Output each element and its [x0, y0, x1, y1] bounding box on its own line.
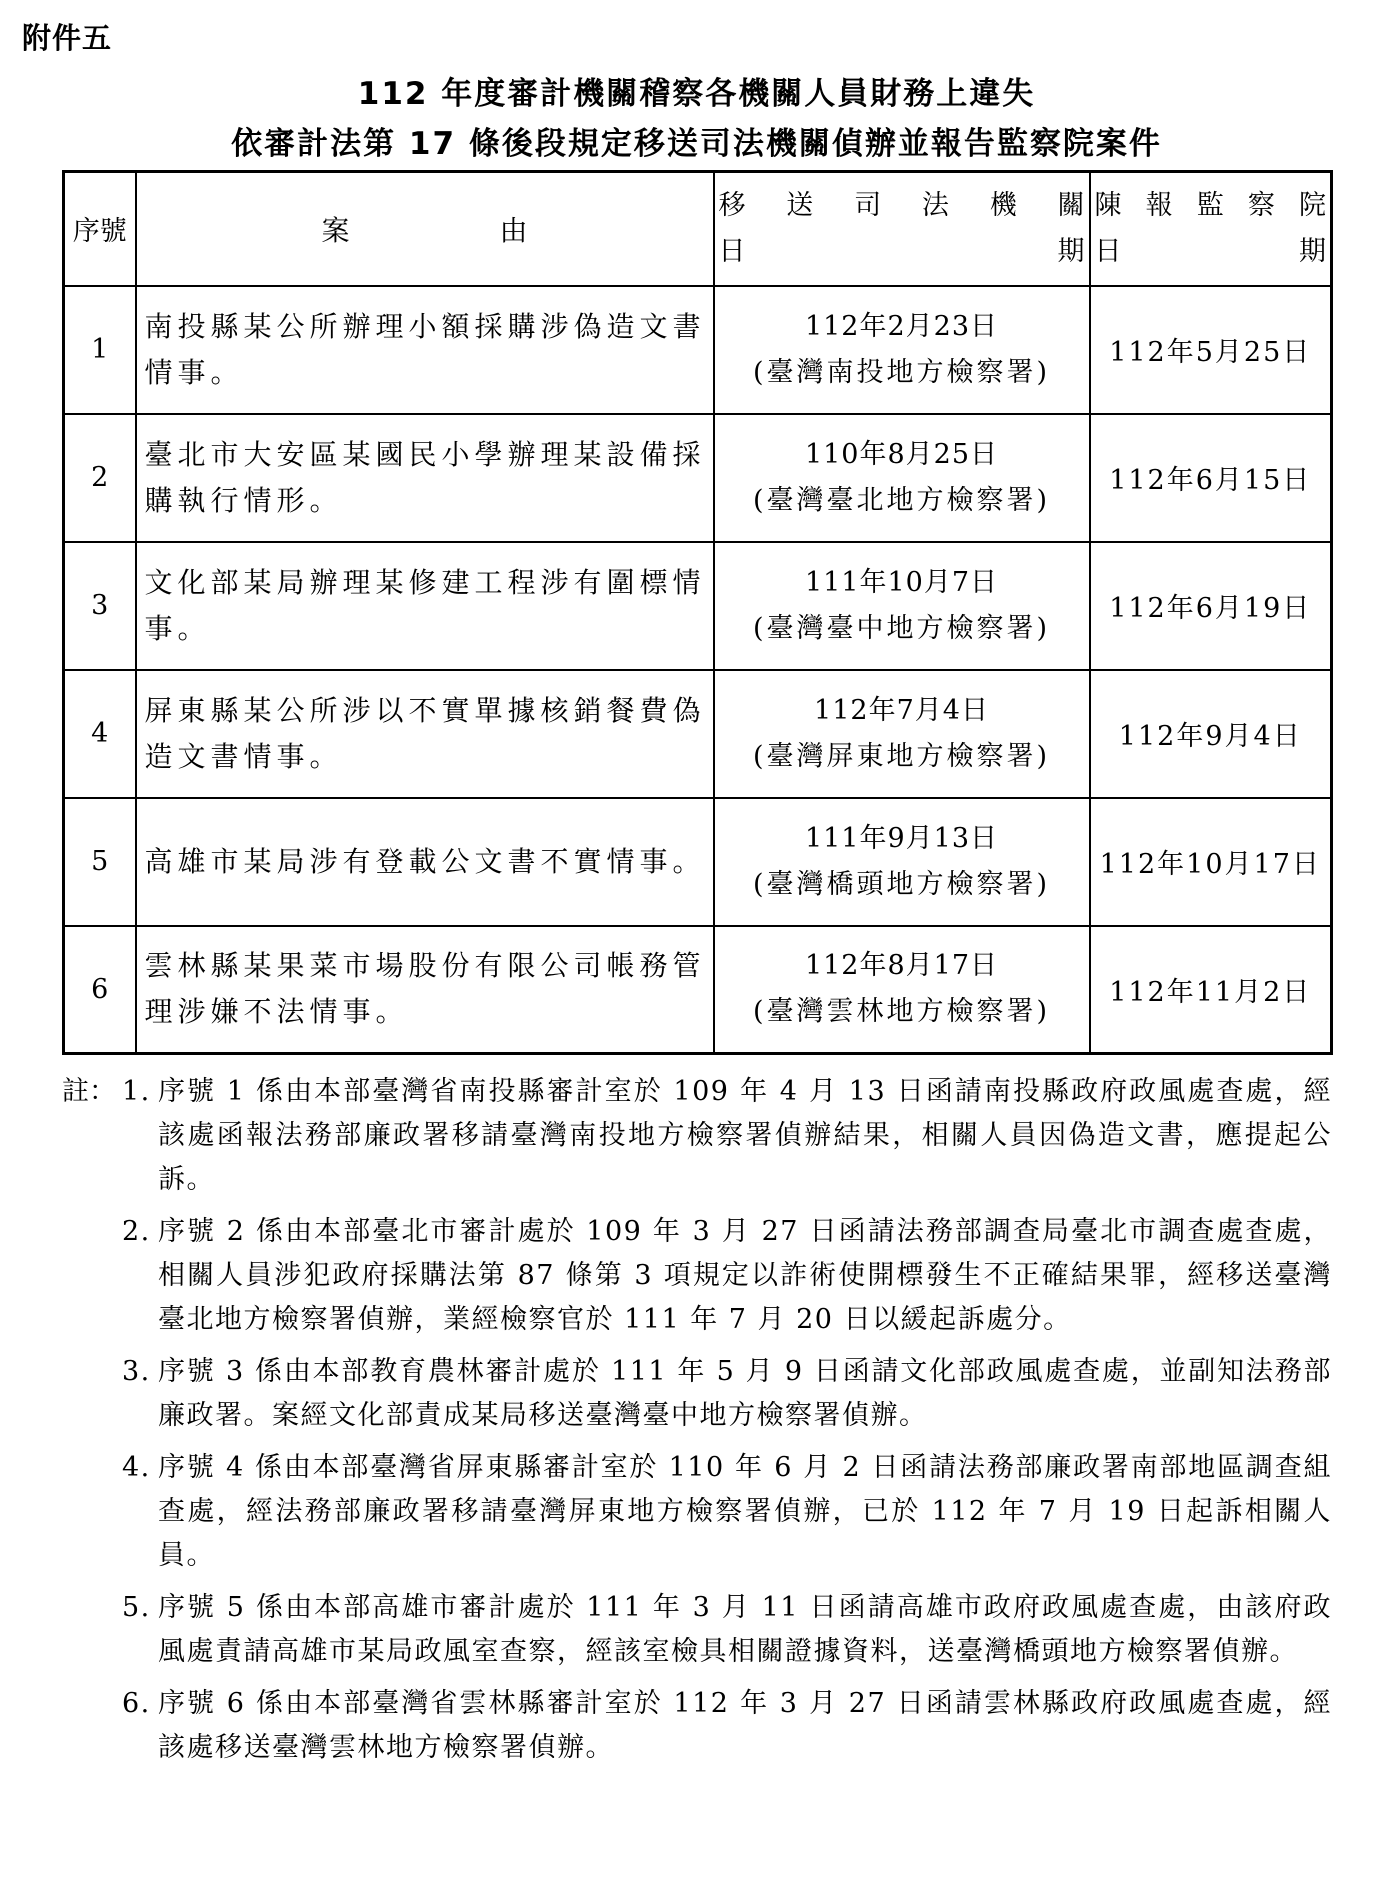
header-report-char: 日 — [1094, 235, 1122, 267]
cell-transfer — [714, 542, 1090, 670]
note-number: 4. — [122, 1452, 151, 1483]
cell-seq: 2 — [64, 414, 136, 542]
cell-transfer — [714, 798, 1090, 926]
note-item — [122, 1586, 1332, 1674]
note-text: 序號 1 係由本部臺灣省南投縣審計室於 109 年 4 月 13 日函請南投縣政府政風處查處，經該處函報法務部廉政署移請臺灣南投地方檢察署偵辦結果，相關人員因偽造文書，應提起公訴。 — [158, 1076, 1332, 1195]
transfer-date: 110年8月25日 — [804, 438, 999, 470]
header-transfer-char: 機 — [989, 189, 1017, 221]
header-report-date — [1090, 172, 1332, 286]
cell-report-date: 112年5月25日 — [1090, 286, 1332, 414]
cell-reason: 文化部某局辦理某修建工程涉有圍標情事。 — [136, 542, 714, 670]
cell-transfer — [714, 414, 1090, 542]
header-report-char: 監 — [1196, 189, 1224, 221]
cell-reason: 高雄市某局涉有登載公文書不實情事。 — [136, 798, 714, 926]
transfer-office: (臺灣橋頭地方檢察署) — [752, 868, 1051, 900]
note-number: 1. — [122, 1076, 151, 1107]
header-transfer-char: 司 — [854, 189, 882, 221]
table-row — [64, 414, 1332, 542]
note-text: 序號 5 係由本部高雄市審計處於 111 年 3 月 11 日函請高雄市政府政風處查處，由該府政風處責請高雄市某局政風室查察，經該室檢具相關證據資料，送臺灣橋頭地方檢察署偵辦。 — [158, 1592, 1332, 1667]
header-report-char: 期 — [1299, 235, 1326, 267]
cell-seq: 6 — [64, 926, 136, 1054]
cell-seq: 5 — [64, 798, 136, 926]
table-row — [64, 670, 1332, 798]
header-transfer-char: 法 — [921, 189, 949, 221]
cell-reason: 雲林縣某果菜市場股份有限公司帳務管理涉嫌不法情事。 — [136, 926, 714, 1054]
note-item — [122, 1070, 1332, 1202]
header-report-char: 院 — [1299, 189, 1326, 221]
cell-report-date: 112年11月2日 — [1090, 926, 1332, 1054]
cell-transfer — [714, 286, 1090, 414]
header-reason-char-1: 案 — [321, 213, 350, 247]
note-text: 序號 4 係由本部臺灣省屏東縣審計室於 110 年 6 月 2 日函請法務部廉政署南部地區調查組查處，經法務部廉政署移請臺灣屏東地方檢察署偵辦，已於 112 年 7 月 19 日起訴相關人員。 — [158, 1452, 1332, 1571]
cell-reason: 南投縣某公所辦理小額採購涉偽造文書情事。 — [136, 286, 714, 414]
transfer-office: (臺灣臺中地方檢察署) — [752, 612, 1051, 644]
header-transfer-char: 移 — [718, 189, 746, 221]
note-number: 5. — [122, 1592, 151, 1623]
note-text: 序號 6 係由本部臺灣省雲林縣審計室於 112 年 3 月 27 日函請雲林縣政府政風處查處，經該處移送臺灣雲林地方檢察署偵辦。 — [158, 1688, 1332, 1763]
transfer-date: 112年7月4日 — [814, 694, 989, 726]
header-transfer-char: 日 — [718, 235, 746, 267]
note-text: 序號 2 係由本部臺北市審計處於 109 年 3 月 27 日函請法務部調查局臺北市調查處查處，相關人員涉犯政府採購法第 87 條第 3 項規定以詐術使開標發生不正確結果罪，經移送臺灣臺北地方檢察署偵辦，業經檢察官於 111 年 7 月 20 日以緩起訴處分。 — [158, 1216, 1332, 1335]
table-row — [64, 798, 1332, 926]
transfer-date: 111年10月7日 — [804, 566, 999, 598]
note-number: 3. — [122, 1356, 151, 1387]
transfer-office: (臺灣南投地方檢察署) — [752, 356, 1051, 388]
table-header-row — [64, 172, 1332, 286]
header-transfer-char: 期 — [1057, 235, 1085, 267]
cell-report-date: 112年6月15日 — [1090, 414, 1332, 542]
cell-seq: 3 — [64, 542, 136, 670]
transfer-office: (臺灣雲林地方檢察署) — [752, 996, 1051, 1028]
table-row — [64, 542, 1332, 670]
notes-section — [62, 1070, 1332, 1778]
notes-label: 註： — [62, 1076, 116, 1107]
transfer-date: 112年8月17日 — [804, 950, 999, 982]
transfer-date: 111年9月13日 — [804, 822, 999, 854]
header-transfer-char: 關 — [1057, 189, 1085, 221]
cell-reason: 屏東縣某公所涉以不實單據核銷餐費偽造文書情事。 — [136, 670, 714, 798]
cell-report-date: 112年6月19日 — [1090, 542, 1332, 670]
header-report-char: 報 — [1145, 189, 1173, 221]
cases-table — [62, 170, 1333, 1055]
cell-seq: 4 — [64, 670, 136, 798]
header-reason-char-2: 由 — [499, 213, 528, 247]
header-transfer-char: 送 — [786, 189, 814, 221]
header-report-char: 陳 — [1094, 189, 1122, 221]
note-item — [122, 1210, 1332, 1342]
table-row — [64, 286, 1332, 414]
document-title-line2: 依審計法第 17 條後段規定移送司法機關偵辦並報告監察院案件 — [231, 126, 1162, 162]
header-reason — [136, 172, 714, 286]
note-number: 6. — [122, 1688, 151, 1719]
header-seq: 序號 — [64, 172, 136, 286]
cell-seq: 1 — [64, 286, 136, 414]
transfer-office: (臺灣臺北地方檢察署) — [752, 484, 1051, 516]
annex-label: 附件五 — [22, 21, 113, 55]
transfer-office: (臺灣屏東地方檢察署) — [752, 740, 1051, 772]
note-item — [122, 1350, 1332, 1438]
note-item — [122, 1446, 1332, 1578]
cell-reason: 臺北市大安區某國民小學辦理某設備採購執行情形。 — [136, 414, 714, 542]
table-row — [64, 926, 1332, 1054]
document-title-line1: 112 年度審計機關稽察各機關人員財務上違失 — [357, 76, 1036, 112]
cell-transfer — [714, 670, 1090, 798]
header-report-char: 察 — [1247, 189, 1275, 221]
transfer-date: 112年2月23日 — [804, 310, 999, 342]
note-text: 序號 3 係由本部教育農林審計處於 111 年 5 月 9 日函請文化部政風處查處，並副知法務部廉政署。案經文化部責成某局移送臺灣臺中地方檢察署偵辦。 — [158, 1356, 1332, 1431]
header-transfer-date — [714, 172, 1090, 286]
note-number: 2. — [122, 1216, 151, 1247]
cell-report-date: 112年9月4日 — [1090, 670, 1332, 798]
cell-transfer — [714, 926, 1090, 1054]
cell-report-date: 112年10月17日 — [1090, 798, 1332, 926]
note-item — [122, 1682, 1332, 1770]
